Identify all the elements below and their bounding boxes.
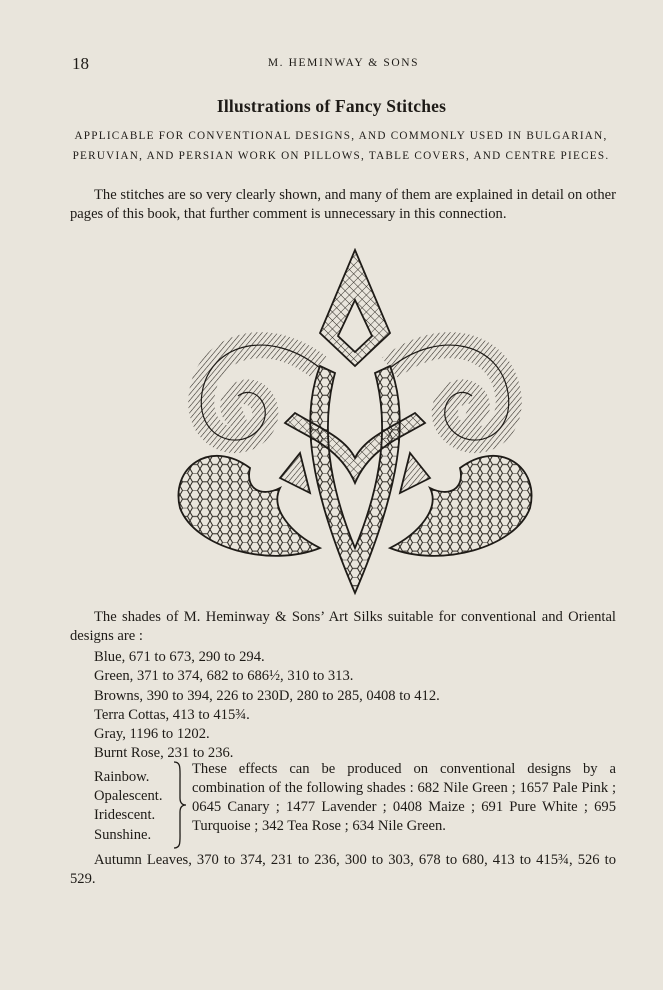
effect-name: Rainbow.	[94, 769, 150, 785]
effects-note: These effects can be produced on conventional designs by a combination of the following shades : 682 Nile Green ; 1657 Pale Pink ; 0645 Canary ; 1477 Lavender ; 0408 Maize ; 691 Pure White ; 695 Turquoise ; 342 Tea Rose ; 634 Nile Green.	[192, 761, 616, 834]
page-number: 18	[72, 54, 89, 73]
effect-name: Sunshine.	[94, 826, 152, 843]
running-head	[72, 54, 615, 74]
right-brace-icon	[172, 760, 188, 850]
shade-item: Green, 371 to 374, 682 to 686½, 310 to 313.	[94, 668, 354, 685]
effect-name: Opalescent.	[94, 788, 163, 805]
shade-item: Gray, 1196 to 1202.	[94, 726, 210, 743]
fancy-stitch-illustration	[150, 248, 535, 598]
shade-item: Terra Cottas, 413 to 415¾.	[94, 706, 250, 723]
shade-item: Browns, 390 to 394, 226 to 230D, 280 to 285, 0408 to 412.	[94, 687, 440, 704]
subtitle: APPLICABLE FOR CONVENTIONAL DESIGNS, AND COMMONLY USED IN BULGARIAN, PERUVIAN, AND PERSIAN WORK ON PILLOWS, TABLE COVERS, AND CENTRE PIECES.	[72, 130, 610, 162]
effect-names	[94, 768, 162, 845]
effect-name: Iridescent.	[94, 807, 156, 824]
autumn-leaves-line: Autumn Leaves, 370 to 374, 231 to 236, 300 to 303, 678 to 680, 413 to 415¾, 526 to 529.	[70, 852, 616, 887]
shade-item: Blue, 671 to 673, 290 to 294.	[94, 649, 265, 665]
intro-paragraph: The stitches are so very clearly shown, and many of them are explained in detail on other pages of this book, that further comment is unnecessary in this connection.	[70, 187, 616, 222]
shades-intro: The shades of M. Heminway & Sons’ Art Silks suitable for conventional and Oriental designs are :	[70, 609, 616, 644]
running-title: M. HEMINWAY & SONS	[267, 57, 420, 69]
shade-item: Burnt Rose, 231 to 236.	[94, 745, 234, 762]
page-title: Illustrations of Fancy Stitches	[216, 96, 447, 116]
shade-list	[94, 648, 616, 764]
effects-block	[94, 760, 616, 850]
